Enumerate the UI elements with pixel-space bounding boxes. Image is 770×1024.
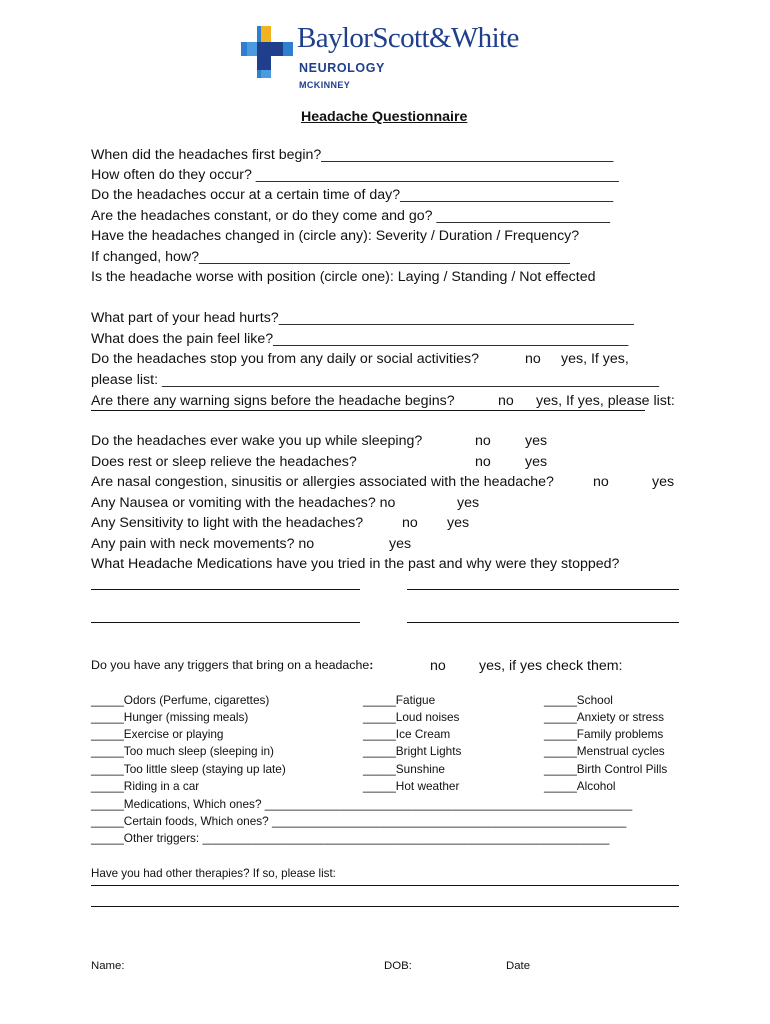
answer-no: no [525, 351, 541, 367]
answer-yes: yes [652, 474, 675, 490]
trigger-item: _____Anxiety or stress [544, 710, 664, 724]
question-medications: What Headache Medications have you tried in the past and why were they stopped? [91, 556, 620, 572]
trigger-item: _____Odors (Perfume, cigarettes) [91, 693, 270, 707]
trigger-item: _____Loud noises [363, 710, 460, 724]
question-nausea: Any Nausea or vomiting with the headaches? no [91, 495, 396, 511]
answer-yes: yes, If yes, please list: [536, 393, 675, 409]
logo-department: NEUROLOGY [299, 61, 385, 75]
trigger-item: _____Alcohol [544, 779, 616, 793]
trigger-other: _____Other triggers: ______________________________________________________________ [91, 831, 610, 845]
answer-yes: yes, if yes check them: [479, 658, 623, 674]
trigger-foods: _____Certain foods, Which ones? ______________________________________________________ [91, 814, 627, 828]
warning-signs-line [91, 410, 645, 411]
question-changed: Have the headaches changed in (circle any): Severity / Duration / Frequency? [91, 228, 580, 244]
therapies-line [91, 906, 679, 907]
answer-yes: yes, If yes, [561, 351, 629, 367]
question-neck: Any pain with neck movements? no [91, 536, 315, 552]
medication-line [91, 622, 360, 623]
answer-no: no [402, 515, 418, 531]
answer-no: no [430, 658, 446, 674]
answer-no: no [498, 393, 514, 409]
question-warning-signs: Are there any warning signs before the headache begins? [91, 393, 455, 409]
question-pain-feel: What does the pain feel like?_____________________________________________ [91, 331, 629, 347]
logo-cross-icon [239, 24, 295, 80]
please-list-line: please list: _______________________________________________________________ [91, 372, 660, 388]
date-label: Date [506, 960, 531, 972]
question-changed-how: If changed, how?_______________________________________________ [91, 249, 570, 265]
question-rest-relieve: Does rest or sleep relieve the headaches? [91, 454, 357, 470]
trigger-medications: _____Medications, Which ones? ________________________________________________________ [91, 797, 633, 811]
question-how-often: How often do they occur? ______________________________________________ [91, 167, 619, 183]
trigger-item: _____Exercise or playing [91, 727, 224, 741]
answer-yes: yes [389, 536, 412, 552]
trigger-item: _____Hot weather [363, 779, 460, 793]
name-label: Name: [91, 960, 125, 972]
therapies-line [91, 885, 679, 886]
answer-yes: yes [525, 433, 548, 449]
trigger-item: _____Fatigue [363, 693, 436, 707]
trigger-item: _____Birth Control Pills [544, 762, 668, 776]
answer-yes: yes [525, 454, 548, 470]
logo-name: BaylorScott&White [297, 22, 519, 54]
trigger-item: _____Sunshine [363, 762, 445, 776]
question-stop-activities: Do the headaches stop you from any daily or social activities? [91, 351, 479, 367]
trigger-item: _____Too much sleep (sleeping in) [91, 744, 274, 758]
question-time-of-day: Do the headaches occur at a certain time of day?___________________________ [91, 187, 614, 203]
page-title: Headache Questionnaire [301, 109, 468, 125]
trigger-item: _____Hunger (missing meals) [91, 710, 249, 724]
triggers-question-text: Do you have any triggers that bring on a headache [91, 658, 370, 672]
trigger-item: _____Family problems [544, 727, 664, 741]
trigger-item: _____Ice Cream [363, 727, 451, 741]
trigger-item: _____School [544, 693, 613, 707]
answer-yes: yes [447, 515, 470, 531]
triggers-colon: : [369, 658, 374, 672]
question-therapies: Have you had other therapies? If so, please list: [91, 867, 336, 880]
answer-no: no [593, 474, 609, 490]
medication-line [407, 622, 679, 623]
logo-location: MCKINNEY [299, 80, 351, 90]
medication-line [91, 589, 360, 590]
dob-label: DOB: [384, 960, 412, 972]
question-constant: Are the headaches constant, or do they come and go? ______________________ [91, 208, 611, 224]
question-head-part: What part of your head hurts?_____________________________________________ [91, 310, 634, 326]
medication-line [407, 589, 679, 590]
question-nasal: Are nasal congestion, sinusitis or allergies associated with the headache? [91, 474, 554, 490]
question-light: Any Sensitivity to light with the headaches? [91, 515, 364, 531]
trigger-item: _____Riding in a car [91, 779, 200, 793]
question-wake-up: Do the headaches ever wake you up while sleeping? [91, 433, 423, 449]
answer-yes: yes [457, 495, 480, 511]
answer-no: no [475, 433, 491, 449]
question-triggers [91, 657, 373, 674]
trigger-item: _____Too little sleep (staying up late) [91, 762, 286, 776]
trigger-item: _____Bright Lights [363, 744, 462, 758]
trigger-item: _____Menstrual cycles [544, 744, 665, 758]
question-first-begin: When did the headaches first begin?_____________________________________ [91, 147, 614, 163]
question-position: Is the headache worse with position (circle one): Laying / Standing / Not effected [91, 269, 596, 285]
answer-no: no [475, 454, 491, 470]
